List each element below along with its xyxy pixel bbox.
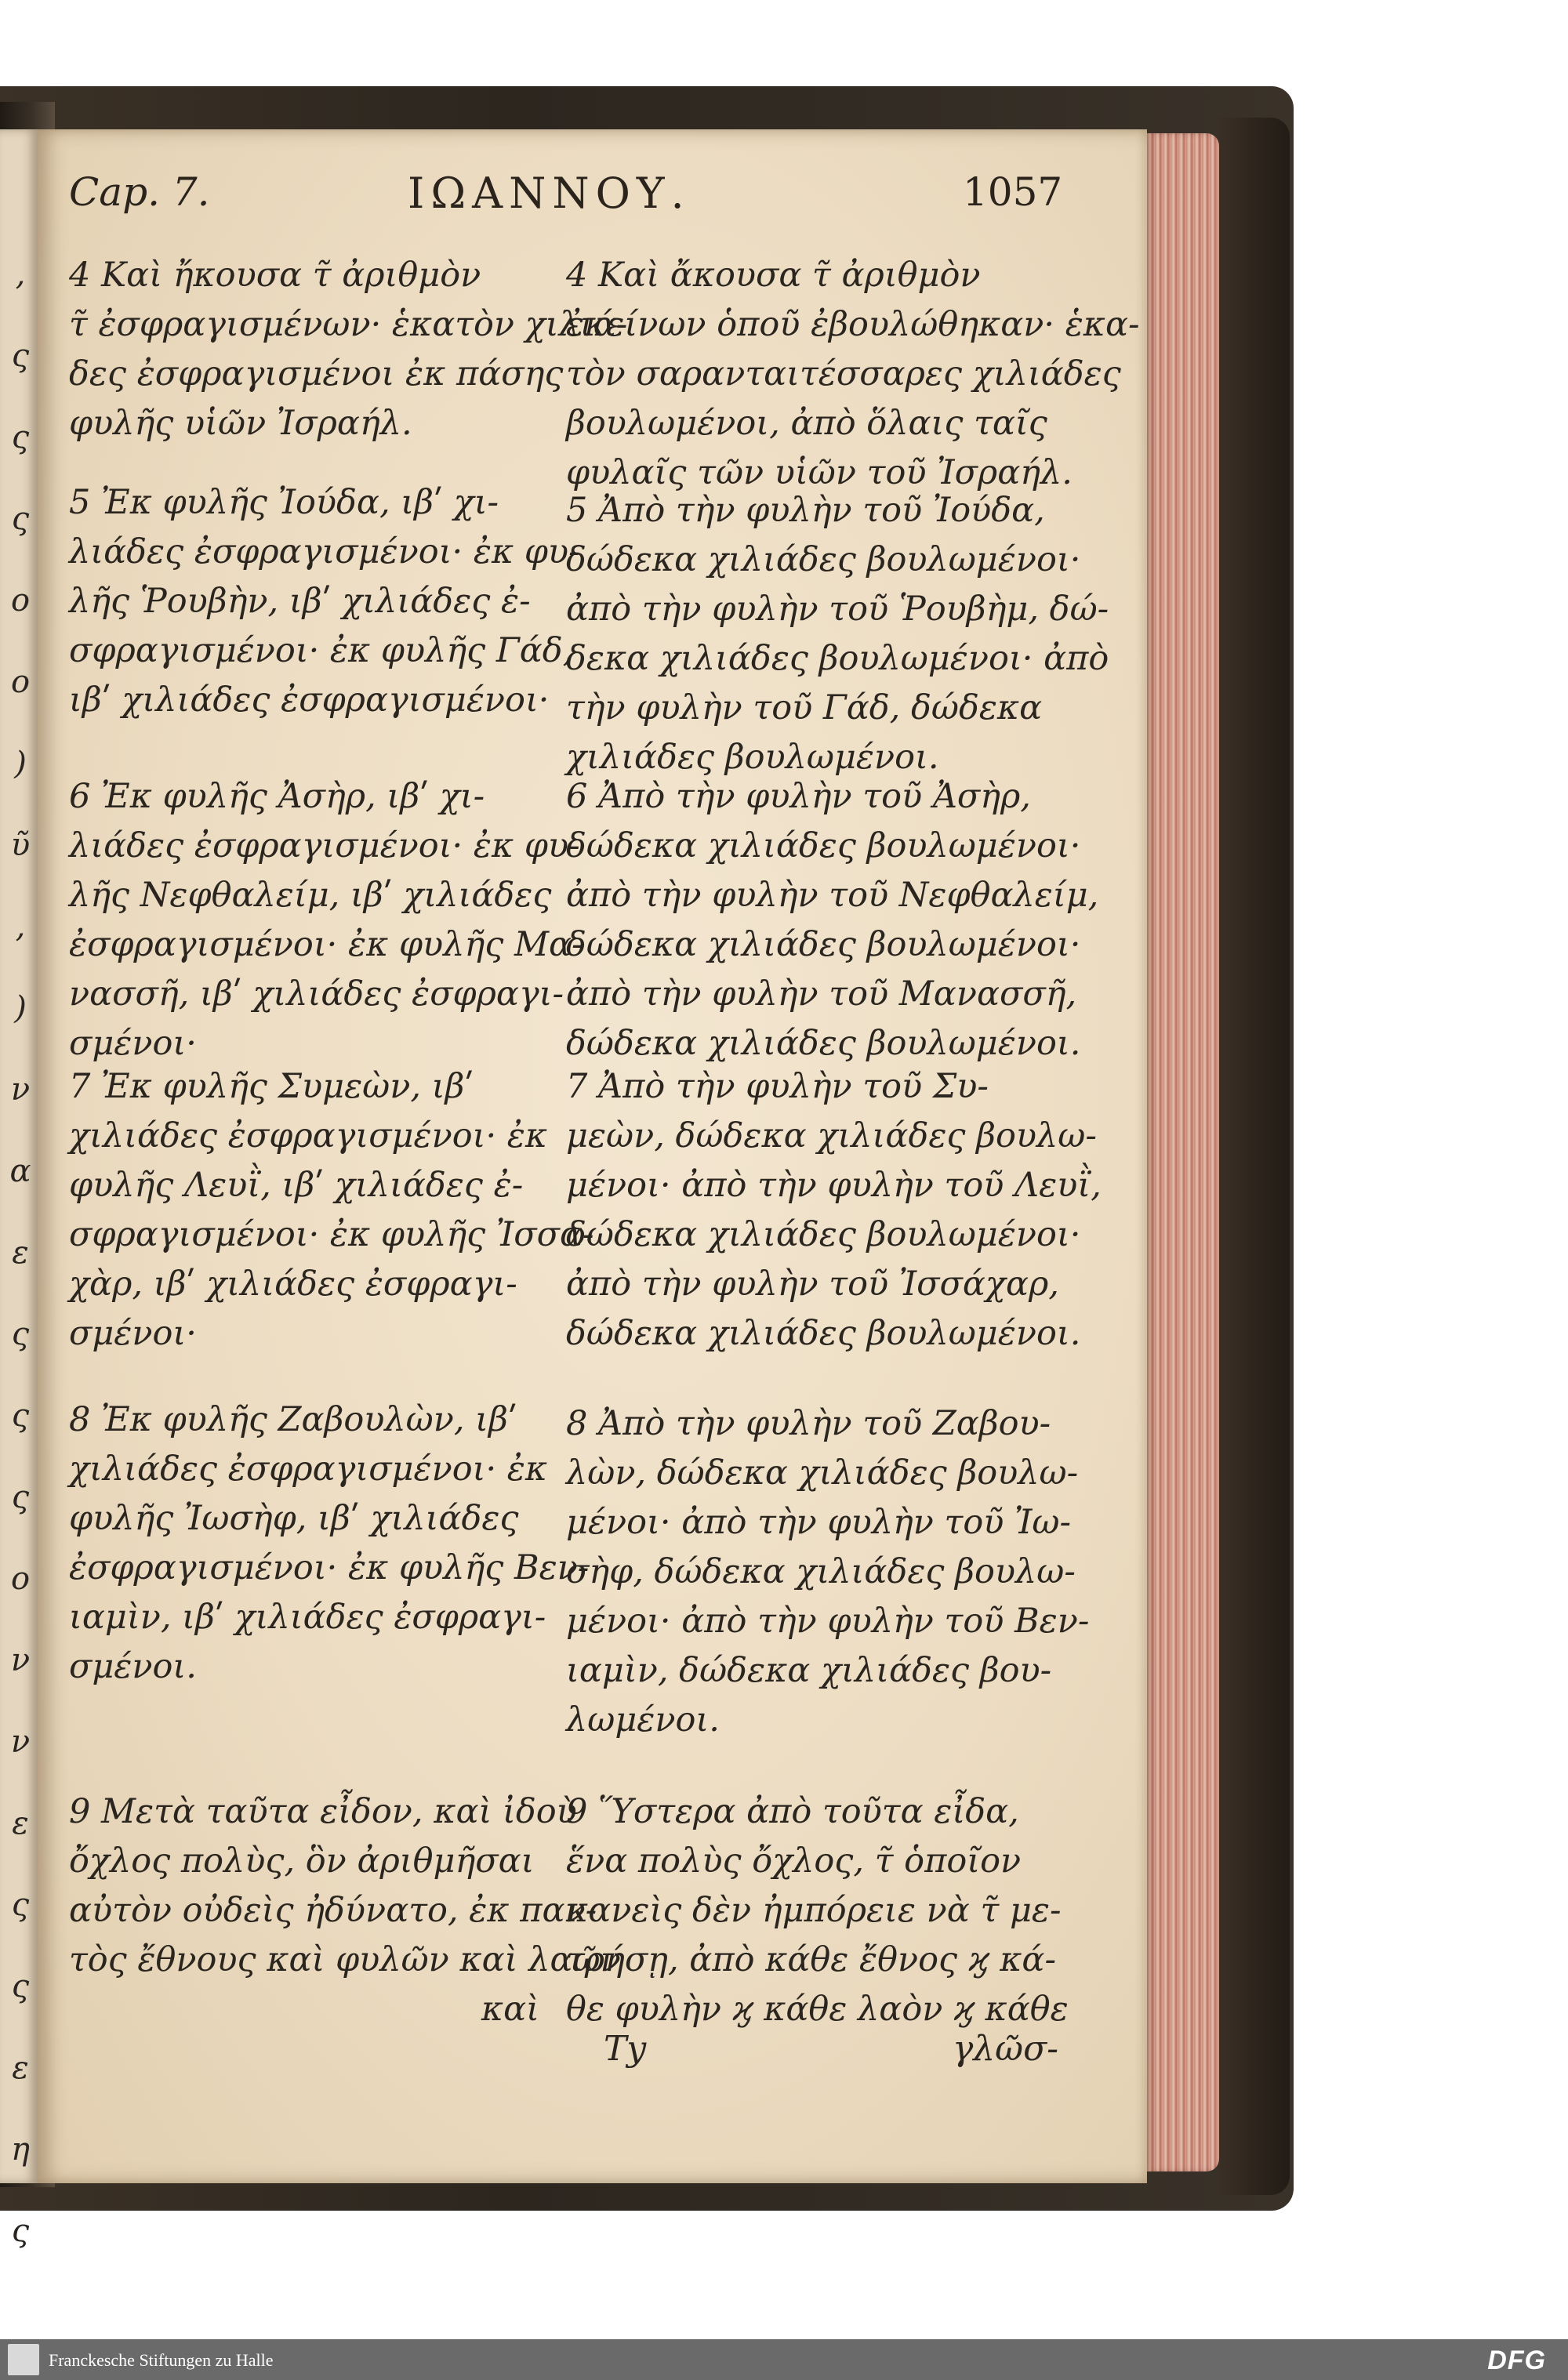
verse-line: λιάδες ἐσφραγισμένοι· ἐκ φυ- (69, 532, 580, 571)
facing-page-char: ν (10, 1724, 31, 1760)
left-verse-7 (69, 1062, 594, 1359)
verse-line: λιάδες ἐσφραγισμένοι· ἐκ φυ- (69, 826, 580, 865)
verse-line: δώδεκα χιλιάδες βουλωμένοι· (566, 540, 1081, 579)
book-cover-edge (1219, 118, 1290, 2195)
verse-line: ἐκείνων ὁποῦ ἐβουλώθηκαν· ἑκα- (566, 305, 1140, 344)
facing-page-char: ) (14, 746, 27, 782)
facing-page-char: ς (11, 2213, 30, 2249)
verse-line: 4 Καὶ ἤκουσα τ̃ ἀριθμὸν (69, 256, 481, 295)
verse-line: 8 Ἐκ φυλῆς Ζαβουλὼν, ιβʹ (69, 1400, 517, 1439)
verse-line: δώδεκα χιλιάδες βουλωμένοι. (566, 1024, 1081, 1063)
verse-line: θε φυλὴν ϗ κάθε λαὸν ϗ κάθε (566, 1990, 1069, 2029)
left-verse-4 (69, 251, 628, 448)
facing-page-char: ε (12, 2050, 29, 2086)
verse-line: 9 Ὕστερα ἀπὸ τοῦτα εἶδα, (566, 1792, 1019, 1831)
verse-line: ἀπὸ τὴν φυλὴν τοῦ Ἰσσάχαρ, (566, 1264, 1059, 1304)
verse-line: σφραγισμένοι· ἐκ φυλῆς Ἰσσα- (69, 1215, 594, 1254)
verse-line: 4 Καὶ ἄκουσα τ̃ ἀριθμὸν (566, 256, 981, 295)
verse-line: δώδεκα χιλιάδες βουλωμένοι. (566, 1314, 1081, 1353)
verse-line: φυλῆς Ἰωσὴφ, ιβʹ χιλιάδες (69, 1499, 519, 1538)
verse-line: λὼν, δώδεκα χιλιάδες βουλω- (566, 1453, 1079, 1493)
verse-line: 6 Ἀπὸ τὴν φυλὴν τοῦ Ἀσὴρ, (566, 777, 1031, 816)
verse-line: σὴφ, δώδεκα χιλιάδες βουλω- (566, 1552, 1076, 1591)
facing-page-char: , (15, 256, 26, 292)
verse-line: 6 Ἐκ φυλῆς Ἀσὴρ, ιβʹ χι- (69, 777, 485, 816)
verse-line: ιβʹ χιλιάδες ἐσφραγισμένοι· (69, 680, 550, 720)
verse-line: ἕνα πολὺς ὄχλος, τ̃ ὁποῖον (566, 1841, 1022, 1881)
page-fore-edge (1147, 133, 1219, 2171)
verse-line: ἀπὸ τὴν φυλὴν τοῦ Ῥουβὴμ, δώ- (566, 590, 1109, 629)
facing-page-char: ο (10, 664, 31, 700)
facing-page-char: , (15, 909, 26, 945)
verse-line: χιλιάδες βουλωμένοι. (566, 738, 939, 777)
verse-line: 7 Ἀπὸ τὴν φυλὴν τοῦ Συ- (566, 1067, 989, 1106)
verse-line: ἀπὸ τὴν φυλὴν τοῦ Νεφθαλείμ, (566, 876, 1099, 915)
verse-line: μεὼν, δώδεκα χιλιάδες βουλω- (566, 1116, 1097, 1156)
facing-page-char: ν (10, 1072, 31, 1108)
verse-line: λῆς Ῥουβὴν, ιβʹ χιλιάδες ἐ- (69, 582, 531, 621)
right-verse-7 (566, 1062, 1102, 1359)
verse-line: χιλιάδες ἐσφραγισμένοι· ἐκ (69, 1449, 548, 1489)
facing-page-char: ς (11, 1398, 30, 1434)
signature-mark: Ty (604, 2029, 647, 2069)
verse-line: ἐσφραγισμένοι· ἐκ φυλῆς Μα- (69, 925, 583, 964)
verse-line: δώδεκα χιλιάδες βουλωμένοι· (566, 826, 1081, 865)
verse-line: κανεὶς δὲν ἠμπόρειε νὰ τ̃ με- (566, 1891, 1062, 1930)
verse-line: τ̃ ἐσφραγισμένων· ἑκατὸν χιλιά- (69, 305, 628, 344)
right-verse-6 (566, 772, 1099, 1068)
right-verse-8 (566, 1399, 1090, 1745)
right-verse-4 (566, 251, 1140, 498)
facing-page-char: ς (11, 501, 30, 537)
left-verse-8 (69, 1395, 590, 1692)
verse-line: 7 Ἐκ φυλῆς Συμεὼν, ιβʹ (69, 1067, 474, 1106)
facing-page-char: ) (14, 990, 27, 1026)
verse-line: τὴν φυλὴν τοῦ Γάδ, δώδεκα (566, 688, 1043, 727)
left-verse-9 (69, 1787, 621, 2034)
verse-line: 9 Μετὰ ταῦτα εἶδον, καὶ ἰδοὺ (69, 1792, 577, 1831)
verse-line: φυλῆς υἱῶν Ἰσραήλ. (69, 404, 412, 443)
catchword: γλῶσ- (953, 2029, 1058, 2069)
verse-line: δώδεκα χιλιάδες βουλωμένοι· (566, 925, 1081, 964)
verse-line: ὄχλος πολὺς, ὃν ἀριθμῆσαι (69, 1841, 535, 1881)
verse-line: ἐσφραγισμένοι· ἐκ φυλῆς Βεν- (69, 1548, 590, 1587)
facing-page-char: ς (11, 419, 30, 455)
verse-line: νασσῆ, ιβʹ χιλιάδες ἐσφραγι- (69, 974, 564, 1014)
page-number: 1057 (963, 169, 1063, 215)
verse-line: χὰρ, ιβʹ χιλιάδες ἐσφραγι- (69, 1264, 517, 1304)
verse-line: μένοι· ἀπὸ τὴν φυλὴν τοῦ Λευῒ, (566, 1166, 1102, 1205)
facing-page-char: ο (10, 582, 31, 619)
verse-line: λωμένοι. (566, 1700, 720, 1740)
facing-page-char: ν (10, 1642, 31, 1678)
facing-page-char: ς (11, 1316, 30, 1352)
verse-line: αὐτὸν οὐδεὶς ἠδύνατο, ἐκ παν- (69, 1891, 597, 1930)
verse-line: λῆς Νεφθαλείμ, ιβʹ χιλιάδες (69, 876, 552, 915)
verse-line: σμένοι· (69, 1314, 197, 1353)
facing-page-char: ς (11, 1479, 30, 1515)
verse-line: ἀπὸ τὴν φυλὴν τοῦ Μανασσῆ, (566, 974, 1077, 1014)
verse-line: δεκα χιλιάδες βουλωμένοι· ἀπὸ (566, 639, 1109, 678)
verse-line: δες ἐσφραγισμένοι ἐκ πάσης (69, 354, 564, 394)
facing-page-char: ῦ (10, 827, 31, 863)
verse-line: φυλῆς Λευῒ, ιβʹ χιλιάδες ἐ- (69, 1166, 524, 1205)
facing-page-char: ς (11, 338, 30, 374)
verse-line: σφραγισμένοι· ἐκ φυλῆς Γάδ, (69, 631, 574, 670)
verse-line: τὸς ἔθνους καὶ φυλῶν καὶ λαῶν (69, 1940, 621, 1979)
verse-line: σμένοι· (69, 1024, 197, 1063)
verse-line: ιαμὶν, δώδεκα χιλιάδες βου- (566, 1651, 1052, 1690)
facing-page-char: ε (12, 1805, 29, 1841)
verse-line: 5 Ἐκ φυλῆς Ἰούδα, ιβʹ χι- (69, 483, 499, 522)
verse-line: δώδεκα χιλιάδες βουλωμένοι· (566, 1215, 1081, 1254)
verse-line: καὶ (481, 1990, 539, 2029)
verse-line: μένοι· ἀπὸ τὴν φυλὴν τοῦ Ἰω- (566, 1503, 1072, 1542)
facing-page-char: η (11, 2131, 30, 2168)
verse-line: χιλιάδες ἐσφραγισμένοι· ἐκ (69, 1116, 548, 1156)
footer-bar (0, 2339, 1568, 2380)
dfg-logo: DFG (1487, 2346, 1546, 2375)
right-verse-9 (566, 1787, 1069, 2034)
verse-line: 5 Ἀπὸ τὴν φυλὴν τοῦ Ἰούδα, (566, 491, 1045, 530)
verse-line: βουλωμένοι, ἀπὸ ὅλαις ταῖς (566, 404, 1047, 443)
facing-page-char: ς (11, 1887, 30, 1923)
verse-line: μένοι· ἀπὸ τὴν φυλὴν τοῦ Βεν- (566, 1602, 1090, 1641)
left-verse-5 (69, 478, 580, 725)
facing-page-char: ς (11, 1968, 30, 2004)
right-verse-5 (566, 486, 1109, 782)
institution-logo-icon (8, 2344, 39, 2375)
verse-line: τὸν σαρανταιτέσσαρες χιλιάδες (566, 354, 1121, 394)
verse-line: ιαμὶν, ιβʹ χιλιάδες ἐσφραγι- (69, 1598, 546, 1637)
verse-line: φυλαῖς τῶν υἱῶν τοῦ Ἰσραήλ. (566, 453, 1073, 492)
facing-page-char: α (9, 1153, 31, 1189)
left-verse-6 (69, 772, 583, 1068)
verse-line: σμένοι. (69, 1647, 197, 1686)
facing-page-char: ο (10, 1561, 31, 1597)
running-head-title: ΙΩΑΝΝΟΥ. (408, 169, 691, 218)
institution-name: Franckesche Stiftungen zu Halle (49, 2350, 274, 2370)
verse-line: 8 Ἀπὸ τὴν φυλὴν τοῦ Ζαβου- (566, 1404, 1051, 1443)
running-head-chapter: Cap. 7. (69, 169, 210, 215)
verse-line: τρήσῃ, ἀπὸ κάθε ἔθνος ϗ κά- (566, 1940, 1056, 1979)
facing-page-char: ε (12, 1235, 29, 1271)
